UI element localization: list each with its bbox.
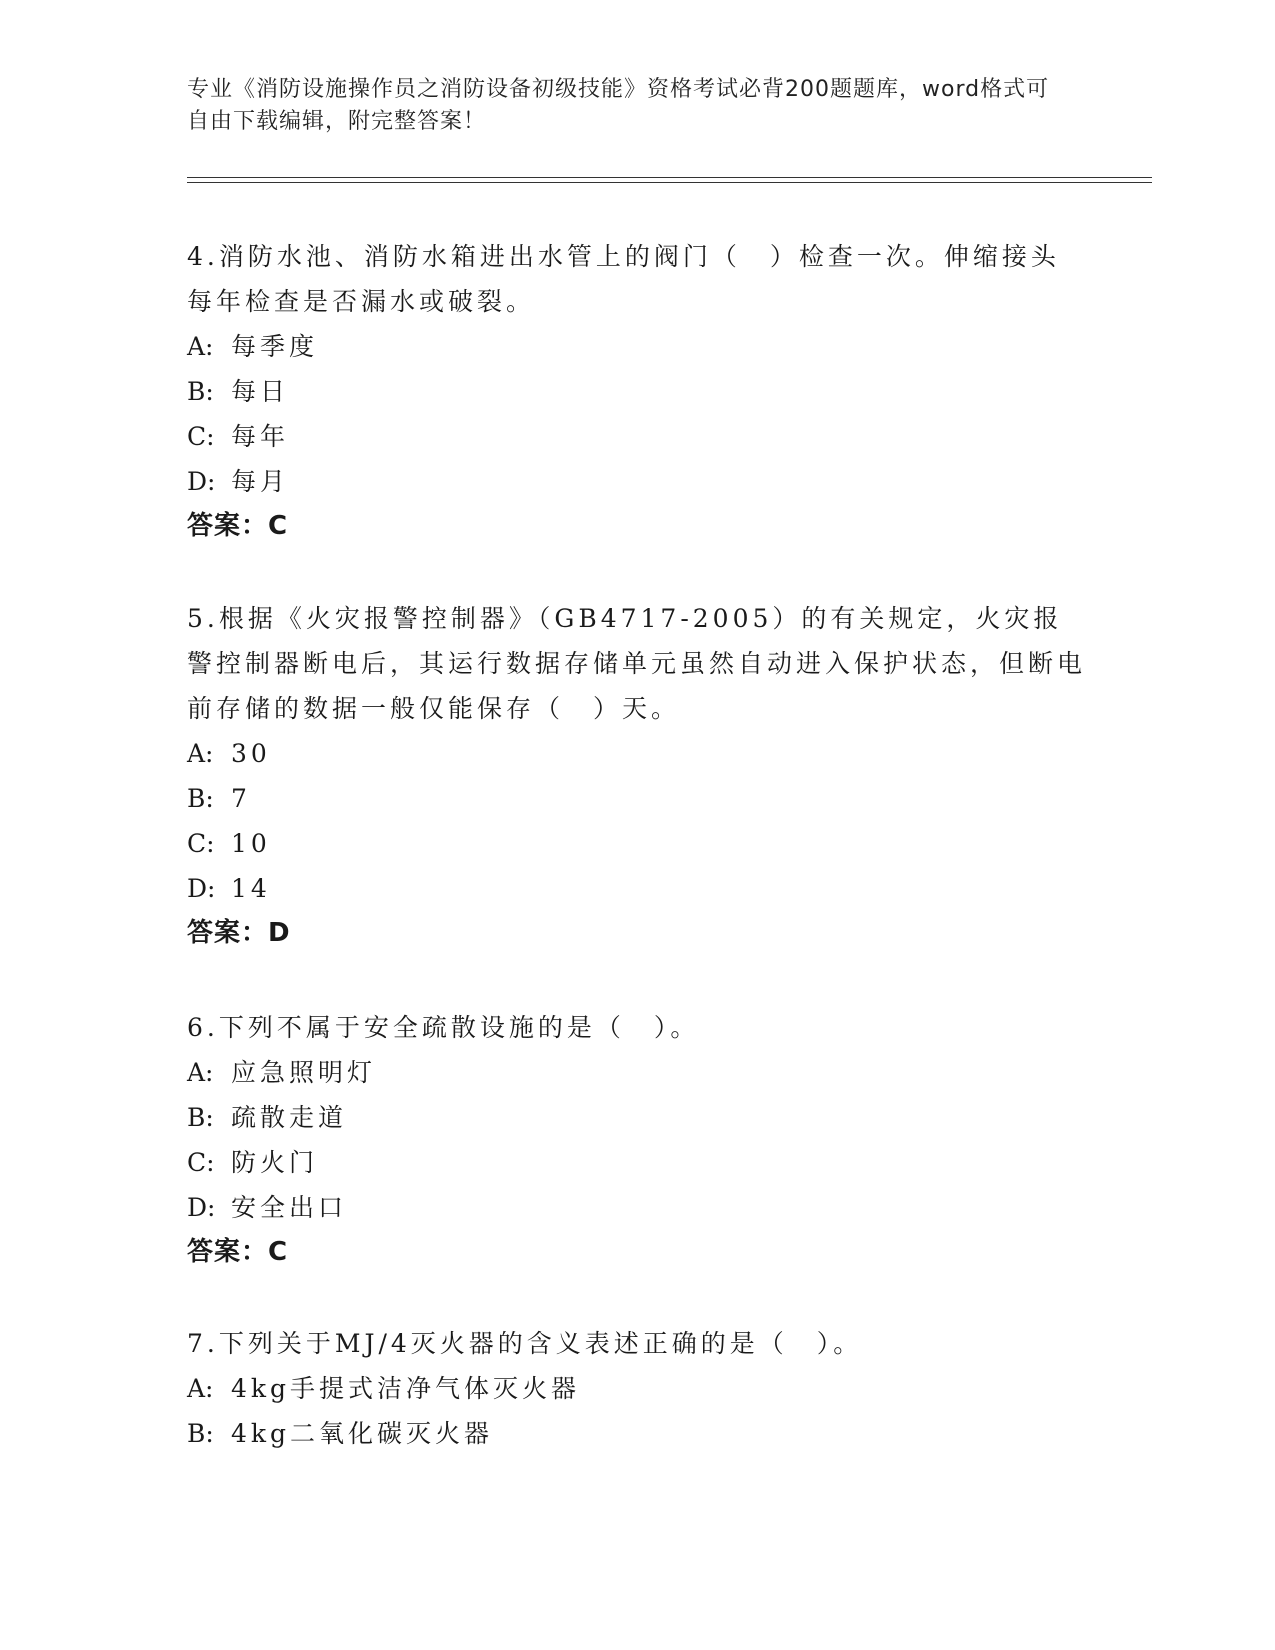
option-b <box>187 369 1087 414</box>
option-a <box>187 324 1087 369</box>
option-key: C: <box>187 422 215 451</box>
option-text: 安全出口 <box>231 1193 348 1222</box>
option-key: C: <box>187 829 215 858</box>
option-text: 30 <box>231 739 271 768</box>
option-a <box>187 731 1087 776</box>
option-text: 防火门 <box>231 1148 319 1177</box>
option-key: D: <box>187 874 216 903</box>
header-divider-top <box>187 177 1152 178</box>
option-b <box>187 1095 1087 1140</box>
option-text: 10 <box>231 829 271 858</box>
option-text: 疏散走道 <box>231 1103 348 1132</box>
option-d <box>187 459 1087 504</box>
question-stem: 4.消防水池、消防水箱进出水管上的阀门（ ）检查一次。伸缩接头每年检查是否漏水或破裂。 <box>187 242 1060 316</box>
option-text: 4kg二氧化碳灭火器 <box>231 1419 494 1448</box>
header-divider-bottom <box>187 182 1152 183</box>
answer: 答案：C <box>187 1237 289 1267</box>
answer: 答案：D <box>187 918 291 948</box>
option-text: 每月 <box>231 467 290 496</box>
option-key: B: <box>187 784 214 813</box>
option-key: D: <box>187 467 216 496</box>
option-text: 每季度 <box>231 332 319 361</box>
question-5 <box>187 596 1087 956</box>
option-text: 7 <box>231 784 251 813</box>
document-header: 专业《消防设施操作员之消防设备初级技能》资格考试必背200题题库，word格式可自由下载编辑，附完整答案！ <box>187 77 1050 134</box>
option-text: 4kg手提式洁净气体灭火器 <box>231 1374 581 1403</box>
option-key: A: <box>187 739 214 768</box>
question-7 <box>187 1321 1087 1456</box>
option-b <box>187 776 1087 821</box>
option-c <box>187 414 1087 459</box>
question-stem: 6.下列不属于安全疏散设施的是（ ）。 <box>187 1013 700 1042</box>
option-key: A: <box>187 1058 214 1087</box>
option-a <box>187 1050 1087 1095</box>
option-key: B: <box>187 1103 214 1132</box>
option-text: 应急照明灯 <box>231 1058 377 1087</box>
option-key: B: <box>187 377 214 406</box>
option-d <box>187 866 1087 911</box>
option-key: A: <box>187 1374 214 1403</box>
option-d <box>187 1185 1087 1230</box>
answer: 答案：C <box>187 511 289 541</box>
option-text: 每年 <box>231 422 290 451</box>
option-text: 14 <box>231 874 271 903</box>
option-key: C: <box>187 1148 215 1177</box>
option-text: 每日 <box>231 377 290 406</box>
question-stem: 5.根据《火灾报警控制器》（GB4717-2005）的有关规定，火灾报警控制器断电后，其运行数据存储单元虽然自动进入保护状态，但断电前存储的数据一般仅能保存（ ）天。 <box>187 604 1087 723</box>
option-b <box>187 1411 1087 1456</box>
option-c <box>187 1140 1087 1185</box>
question-4 <box>187 234 1087 549</box>
option-key: D: <box>187 1193 216 1222</box>
option-c <box>187 821 1087 866</box>
option-key: A: <box>187 332 214 361</box>
question-stem: 7.下列关于MJ/4灭火器的含义表述正确的是（ ）。 <box>187 1329 863 1358</box>
option-a <box>187 1366 1087 1411</box>
option-key: B: <box>187 1419 214 1448</box>
question-6 <box>187 1005 1087 1275</box>
